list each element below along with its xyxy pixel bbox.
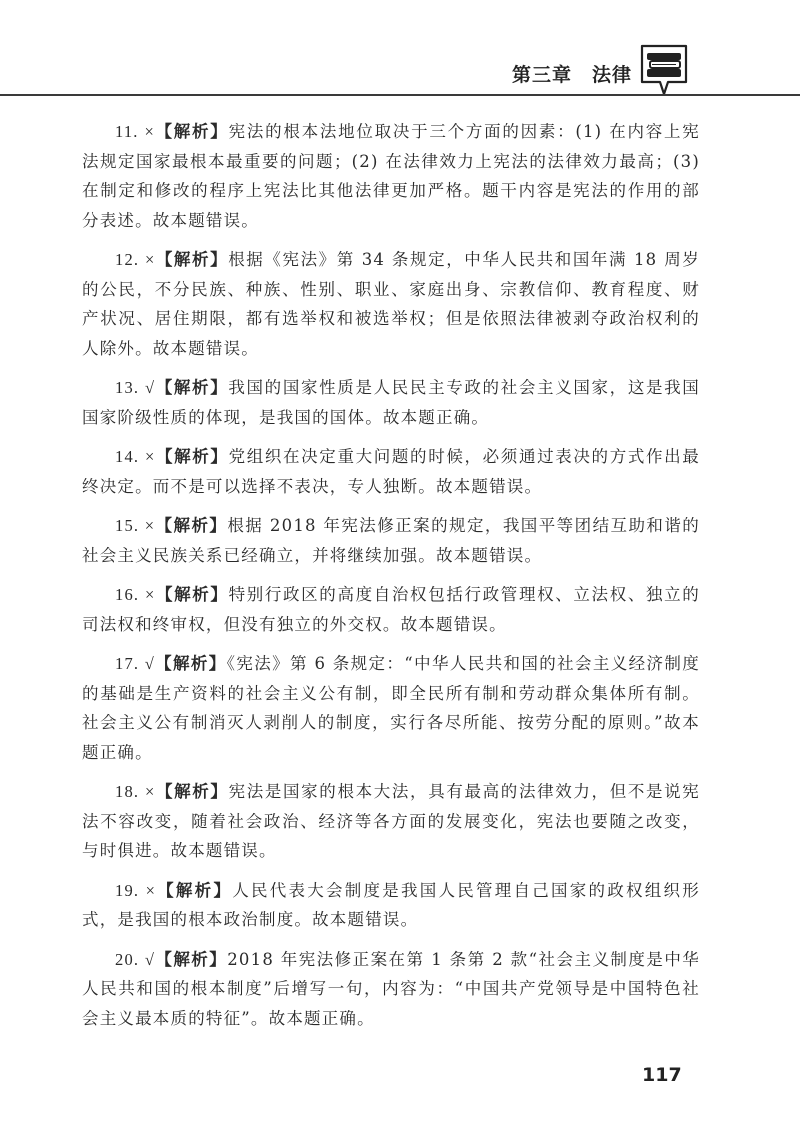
answer-number: 18. × (115, 782, 156, 801)
analysis-tag: 【解析】 (154, 654, 227, 673)
analysis-text: 2018 年宪法修正案在第 1 条第 2 款“社会主义制度是中华人民共和国的根本制度”后增写一句，内容为：“中国共产党领导是中国特色社会主义最本质的特征”。故本题正确。 (82, 949, 700, 1028)
answer-number: 15. × (115, 516, 156, 535)
analysis-text: 《宪法》第 6 条规定：“中华人民共和国的社会主义经济制度的基础是生产资料的社会主义公有制，即全民所有制和劳动群众集体所有制。社会主义公有制消灭人剥削人的制度，实行各尽所能、按劳分配的原则。”故本题正确。 (82, 654, 700, 762)
analysis-tag: 【解析】 (155, 585, 229, 604)
answer-entry (82, 945, 700, 1034)
answer-entry (82, 580, 700, 639)
answer-entry (82, 117, 700, 235)
answer-number: 12. × (115, 250, 156, 269)
answer-entry (82, 245, 700, 363)
analysis-tag: 【解析】 (155, 122, 229, 141)
answer-number: 11. × (115, 122, 155, 141)
analysis-text: 特别行政区的高度自治权包括行政管理权、立法权、独立的司法权和终审权，但没有独立的外交权。故本题错误。 (82, 585, 700, 634)
answer-number: 14. × (115, 447, 156, 466)
analysis-text: 宪法是国家的根本大法，具有最高的法律效力，但不是说宪法不容改变，随着社会政治、经济等各方面的发展变化，宪法也要随之改变，与时俱进。故本题错误。 (82, 782, 700, 860)
analysis-tag: 【解析】 (155, 949, 228, 969)
answer-entry (82, 442, 700, 501)
header-rule (0, 94, 800, 96)
answer-number: 13. √ (115, 378, 156, 397)
answer-number: 19. × (115, 880, 157, 900)
analysis-tag: 【解析】 (155, 378, 229, 397)
analysis-text: 党组织在决定重大问题的时候，必须通过表决的方式作出最终决定。而不是可以选择不表决，专人独断。故本题错误。 (82, 447, 700, 496)
analysis-tag: 【解析】 (155, 250, 229, 269)
answer-entry (82, 649, 700, 767)
analysis-text: 宪法的根本法地位取决于三个方面的因素：(1) 在内容上宪法规定国家最根本最重要的问题；(2) 在法律效力上宪法的法律效力最高；(3) 在制定和修改的程序上宪法比其他法律更加严格。题干内容是宪法的作用的部分表述。故本题错误。 (82, 122, 700, 230)
answer-entry (82, 876, 700, 935)
analysis-tag: 【解析】 (156, 880, 233, 900)
answer-list (82, 117, 700, 1043)
page-header (0, 0, 800, 100)
analysis-tag: 【解析】 (155, 447, 229, 466)
answer-entry (82, 511, 700, 570)
book-stack-icon (638, 42, 690, 98)
analysis-tag: 【解析】 (155, 782, 229, 801)
analysis-tag: 【解析】 (155, 516, 228, 535)
answer-number: 16. × (115, 585, 156, 604)
page-number: 117 (642, 1064, 682, 1086)
answer-number: 17. √ (115, 654, 155, 673)
answer-number: 20. √ (115, 949, 156, 969)
analysis-text: 根据 2018 年宪法修正案的规定，我国平等团结互助和谐的社会主义民族关系已经确立，并将继续加强。故本题错误。 (82, 516, 700, 565)
chapter-title: 第三章 法律 (512, 64, 633, 86)
analysis-text: 人民代表大会制度是我国人民管理自己国家的政权组织形式，是我国的根本政治制度。故本题错误。 (82, 880, 701, 929)
analysis-text: 根据《宪法》第 34 条规定，中华人民共和国年满 18 周岁的公民，不分民族、种族、性别、职业、家庭出身、宗教信仰、教育程度、财产状况、居住期限，都有选举权和被选举权；但是依照法律被剥夺政治权利的人除外。故本题错误。 (82, 250, 700, 358)
answer-entry (82, 373, 700, 432)
analysis-text: 我国的国家性质是人民民主专政的社会主义国家，这是我国国家阶级性质的体现，是我国的国体。故本题正确。 (82, 378, 700, 427)
answer-entry (82, 777, 700, 866)
